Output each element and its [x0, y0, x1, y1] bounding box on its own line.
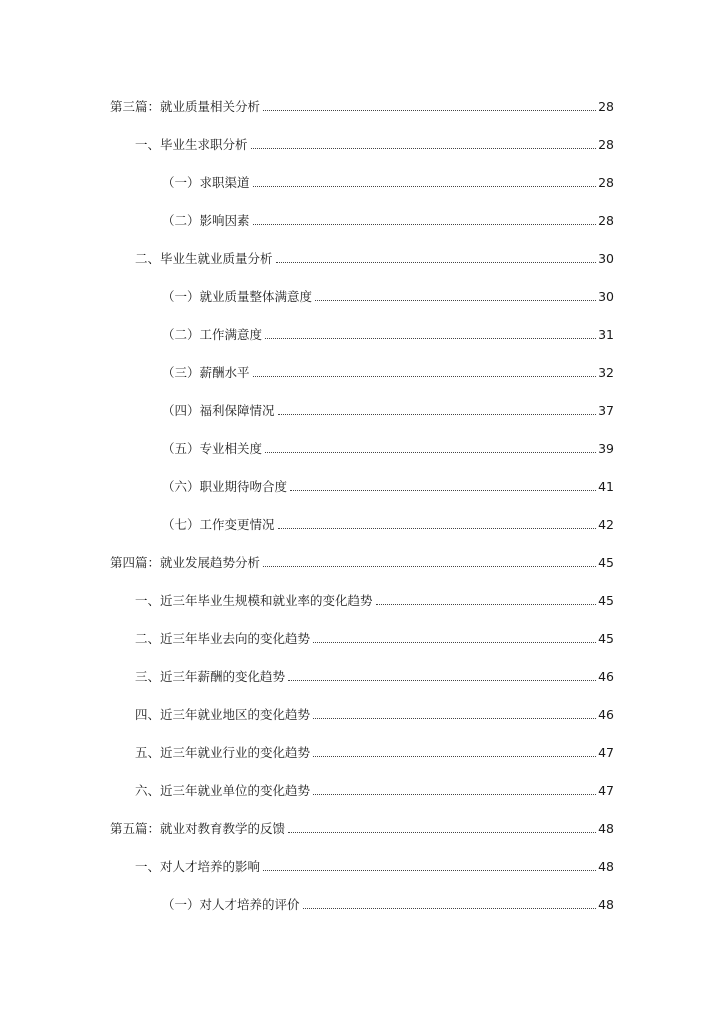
- toc-entry-title: （六）职业期待吻合度: [162, 479, 288, 494]
- toc-entry-title: （二）影响因素: [162, 213, 250, 228]
- toc-dot-leader: [288, 831, 596, 833]
- toc-dot-leader: [278, 527, 597, 529]
- toc-dot-leader: [303, 907, 597, 909]
- toc-entry-title: （三）薪酬水平: [162, 365, 250, 380]
- toc-dot-leader: [313, 755, 596, 757]
- toc-entry-title: 四、近三年就业地区的变化趋势: [135, 707, 311, 722]
- toc-entry-page: 47: [598, 783, 614, 798]
- toc-dot-leader: [263, 565, 596, 567]
- toc-entry-title: （一）对人才培养的评价: [162, 897, 300, 912]
- toc-entry-page: 41: [598, 479, 614, 494]
- toc-entry[interactable]: [162, 401, 614, 421]
- toc-entry[interactable]: [162, 439, 614, 459]
- toc-entry[interactable]: [135, 629, 614, 649]
- toc-entry[interactable]: [162, 477, 614, 497]
- toc-entry-page: 48: [598, 859, 614, 874]
- toc-entry-page: 28: [598, 137, 614, 152]
- toc-dot-leader: [290, 489, 596, 491]
- toc-entry-page: 45: [598, 593, 614, 608]
- toc-entry-title: 六、近三年就业单位的变化趋势: [135, 783, 311, 798]
- toc-entry-title: 第五篇：就业对教育教学的反馈: [110, 821, 286, 836]
- toc-entry-title: （四）福利保障情况: [162, 403, 275, 418]
- toc-dot-leader: [376, 603, 597, 605]
- toc-entry-page: 48: [598, 821, 614, 836]
- toc-entry-page: 45: [598, 631, 614, 646]
- toc-entry-page: 28: [598, 175, 614, 190]
- toc-entry-title: （七）工作变更情况: [162, 517, 275, 532]
- toc-entry[interactable]: [162, 363, 614, 383]
- toc-entry-title: 二、毕业生就业质量分析: [135, 251, 273, 266]
- toc-entry[interactable]: [135, 857, 614, 877]
- toc-dot-leader: [253, 375, 597, 377]
- toc-entry-page: 28: [598, 213, 614, 228]
- toc-entry[interactable]: [135, 249, 614, 269]
- toc-entry-page: 46: [598, 669, 614, 684]
- toc-entry-page: 30: [598, 289, 614, 304]
- toc-entry-page: 48: [598, 897, 614, 912]
- toc-dot-leader: [253, 223, 597, 225]
- toc-entry-title: 第四篇：就业发展趋势分析: [110, 555, 261, 570]
- toc-entry-title: 五、近三年就业行业的变化趋势: [135, 745, 311, 760]
- toc-entry[interactable]: [135, 705, 614, 725]
- toc-entry[interactable]: [162, 895, 614, 915]
- toc-dot-leader: [278, 413, 597, 415]
- toc-entry[interactable]: [135, 667, 614, 687]
- toc-dot-leader: [288, 679, 596, 681]
- toc-entry-page: 32: [598, 365, 614, 380]
- toc-entry-page: 45: [598, 555, 614, 570]
- toc-dot-leader: [265, 451, 596, 453]
- toc-entry-title: 一、对人才培养的影响: [135, 859, 261, 874]
- toc-entry-title: 一、近三年毕业生规模和就业率的变化趋势: [135, 593, 373, 608]
- toc-dot-leader: [263, 869, 596, 871]
- toc-dot-leader: [276, 261, 597, 263]
- toc-entry[interactable]: [110, 819, 614, 839]
- toc-dot-leader: [265, 337, 596, 339]
- toc-entry-page: 37: [598, 403, 614, 418]
- toc-entry-page: 47: [598, 745, 614, 760]
- toc-entry-title: 三、近三年薪酬的变化趋势: [135, 669, 286, 684]
- toc-dot-leader: [313, 717, 596, 719]
- toc-entry[interactable]: [135, 743, 614, 763]
- toc-entry-page: 42: [598, 517, 614, 532]
- toc-dot-leader: [251, 147, 597, 149]
- toc-entry-title: 第三篇：就业质量相关分析: [110, 99, 261, 114]
- toc-entry[interactable]: [162, 515, 614, 535]
- toc-dot-leader: [263, 109, 596, 111]
- toc-entry-title: （五）专业相关度: [162, 441, 263, 456]
- toc-entry-page: 39: [598, 441, 614, 456]
- toc-entry-page: 31: [598, 327, 614, 342]
- toc-entry[interactable]: [110, 553, 614, 573]
- toc-entry[interactable]: [162, 287, 614, 307]
- toc-dot-leader: [315, 299, 596, 301]
- toc-entry-title: （二）工作满意度: [162, 327, 263, 342]
- toc-entry-page: 28: [598, 99, 614, 114]
- toc-entry[interactable]: [162, 325, 614, 345]
- toc-dot-leader: [313, 641, 596, 643]
- toc-entry[interactable]: [135, 781, 614, 801]
- toc-entry-title: （一）就业质量整体满意度: [162, 289, 313, 304]
- toc-entry-page: 46: [598, 707, 614, 722]
- toc-entry-title: 一、毕业生求职分析: [135, 137, 248, 152]
- toc-entry[interactable]: [110, 97, 614, 117]
- toc-entry[interactable]: [162, 173, 614, 193]
- toc-entry[interactable]: [162, 211, 614, 231]
- toc-entry-page: 30: [598, 251, 614, 266]
- toc-entry-title: 二、近三年毕业去向的变化趋势: [135, 631, 311, 646]
- toc-entry[interactable]: [135, 591, 614, 611]
- toc-dot-leader: [313, 793, 596, 795]
- toc-entry[interactable]: [135, 135, 614, 155]
- toc-dot-leader: [253, 185, 597, 187]
- toc-entry-title: （一）求职渠道: [162, 175, 250, 190]
